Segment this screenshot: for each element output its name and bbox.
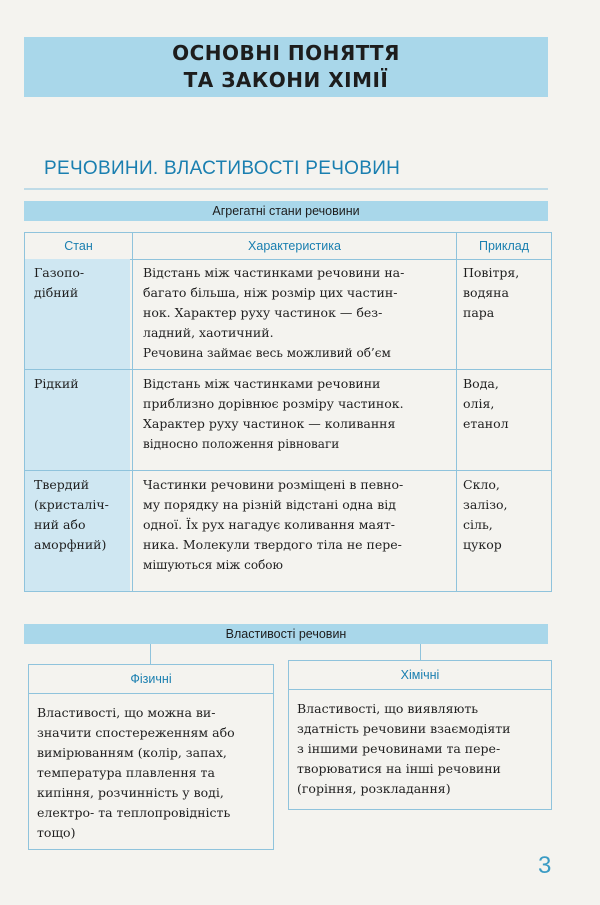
state-text: ний або (34, 517, 86, 532)
table-row-gas (25, 259, 551, 369)
state-text: Газопо- (34, 265, 85, 280)
description-text: Відстань між частинками речовини на- (143, 265, 405, 280)
section-heading: РЕЧОВИНИ. ВЛАСТИВОСТІ РЕЧОВИН (44, 158, 401, 179)
property-text: тощо) (37, 825, 76, 840)
description-text: ника. Молекули твердого тіла не пере- (143, 537, 402, 552)
description-text: Частинки речовини розміщені в певно- (143, 477, 404, 492)
table-row-liquid (25, 370, 551, 470)
physical-properties-title: Фізичні (29, 665, 273, 694)
chemical-properties-title: Хімічні (289, 661, 551, 690)
description-text: приблизно дорівнює розміру частинок. (143, 396, 404, 411)
example-text: водяна (463, 285, 509, 300)
chemical-properties-text (289, 691, 551, 799)
property-text: Властивості, що можна ви- (37, 705, 216, 720)
property-text: здатність речовини взаємодіяти (297, 721, 511, 736)
chemical-properties-box (288, 660, 552, 810)
description-text: му порядку на різній відстані одна від (143, 497, 396, 512)
properties-caption: Властивості речовин (24, 624, 548, 644)
table-header (25, 233, 551, 260)
chapter-title-line-2: ТА ЗАКОНИ ХІМІЇ (183, 68, 389, 92)
table-row-solid (25, 471, 551, 591)
property-text: електро- та теплопровідність (37, 805, 231, 820)
description-text: одної. Їх рух нагадує коливання маят- (143, 517, 395, 532)
description-cell (133, 471, 451, 575)
description-text: нок. Характер руху частинок — без- (143, 305, 383, 320)
connector-line (150, 644, 151, 664)
state-text: аморфний) (34, 537, 107, 552)
state-text: дібний (34, 285, 79, 300)
state-text: Рідкий (34, 376, 79, 391)
chapter-title-line-1: ОСНОВНІ ПОНЯТТЯ (172, 41, 400, 65)
property-text: з іншими речовинами та пере- (297, 741, 501, 756)
state-text: Твердий (34, 477, 90, 492)
description-text: Характер руху частинок — коливання (143, 416, 396, 431)
page-number: 3 (538, 852, 552, 879)
example-text: сіль, (463, 517, 493, 532)
property-text: Властивості, що виявляють (297, 701, 479, 716)
description-text: Відстань між частинками речовини (143, 376, 381, 391)
example-text: етанол (463, 416, 509, 431)
example-text: Вода, (463, 376, 499, 391)
property-text: (горіння, розкладання) (297, 781, 451, 796)
chapter-title-banner (24, 37, 548, 97)
property-text: значити спостереженням або (37, 725, 235, 740)
description-cell (133, 259, 451, 363)
example-cell (457, 259, 551, 323)
example-text: цукор (463, 537, 502, 552)
description-text: ладний, хаотичний. (143, 325, 274, 340)
description-text: відносно положення рівноваги (143, 437, 340, 451)
property-text: кипіння, розчинність у воді, (37, 785, 224, 800)
section-divider (24, 188, 548, 190)
states-table (24, 232, 552, 592)
header-example: Приклад (478, 239, 530, 253)
example-cell (457, 471, 551, 555)
example-text: олія, (463, 396, 495, 411)
state-cell (25, 471, 130, 591)
description-text: Речовина займає весь можливий об’єм (143, 346, 391, 360)
example-text: Повітря, (463, 265, 520, 280)
description-cell (133, 370, 451, 454)
description-text: багато більша, ніж розмір цих частин- (143, 285, 398, 300)
example-text: пара (463, 305, 495, 320)
example-text: залізо, (463, 497, 508, 512)
property-text: вимірюванням (колір, запах, (37, 745, 227, 760)
state-cell (25, 370, 130, 470)
example-text: Скло, (463, 477, 500, 492)
state-cell (25, 259, 130, 369)
example-cell (457, 370, 551, 434)
physical-properties-box (28, 664, 274, 850)
state-text: (кристаліч- (34, 497, 109, 512)
description-text: мішуються між собою (143, 558, 283, 572)
property-text: творюватися на інші речовини (297, 761, 501, 776)
header-state: Стан (64, 239, 93, 253)
physical-properties-text (29, 695, 273, 843)
states-table-caption: Агрегатні стани речовини (24, 201, 548, 221)
property-text: температура плавлення та (37, 765, 215, 780)
header-characteristic: Характеристика (248, 239, 341, 253)
